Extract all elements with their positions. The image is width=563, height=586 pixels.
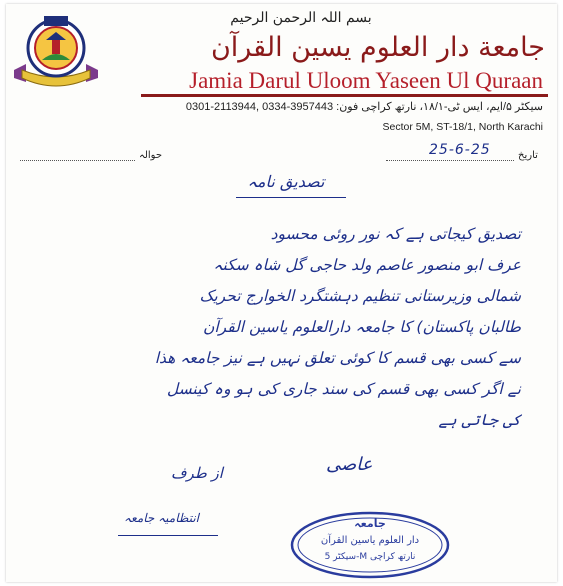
- institution-name-english: Jamia Darul Uloom Yaseen Ul Quraan: [189, 68, 543, 93]
- from-name: انتظامیہ جامعہ: [124, 511, 200, 525]
- from-label: از طرف: [171, 464, 223, 482]
- letterhead-page: [6, 4, 557, 582]
- body-line: کی جاتی ہے: [438, 411, 521, 429]
- body-line: شمالی وزیرستانی تنظیم دہشتگرد الخوارج تحریک: [199, 287, 521, 305]
- institution-stamp: [290, 511, 450, 579]
- bismillah-header: بسم اللہ الرحمن الرحیم: [230, 10, 372, 26]
- body-line: سے کسی بھی قسم کا کوئی تعلق نہیں ہے نیز جامعہ ھذا: [154, 349, 521, 367]
- institution-logo: [8, 8, 104, 96]
- body-line: طالبان پاکستان) کا جامعہ دارالعلوم یاسین القرآن: [202, 318, 521, 336]
- contact-phone-line: 0301-2113944, 0334-3957443 :سیکٹر ۵/ایم، ایس ٹی-۱۸/۱، نارتھ کراچی فون: [185, 101, 543, 113]
- letter-title: تصدیق نامہ: [247, 172, 325, 191]
- address-line: Sector 5M, ST-18/1, North Karachi: [382, 121, 543, 133]
- stamp-bottom-text: سیکٹر 5-M نارتھ کراچی: [324, 552, 416, 562]
- body-line: نے اگر کسی بھی قسم کی سند جاری کی ہو وہ کینسل: [166, 380, 521, 398]
- date-dotted-line: [386, 159, 514, 161]
- letter-body: [101, 219, 521, 436]
- institution-name-arabic: جامعة دار العلوم يسين القرآن: [210, 32, 545, 63]
- signature: عاصی: [326, 454, 373, 475]
- signature-line: [118, 534, 218, 536]
- title-underline: [236, 197, 346, 198]
- body-line: عرف ابو منصور عاصم ولد حاجی گل شاہ سکنہ: [213, 256, 521, 274]
- date-label: تاریخ: [518, 150, 538, 161]
- reference-label: حوالہ: [139, 150, 163, 161]
- header-rule: [141, 94, 548, 97]
- reference-dotted-line: [20, 159, 135, 161]
- body-line: تصدیق کیجاتی ہے کہ نور روئی محسود: [270, 225, 521, 243]
- stamp-top-text: جامعہ: [354, 517, 386, 530]
- date-value: 25-6-25: [429, 142, 491, 158]
- stamp-middle-text: دار العلوم یاسین القرآن: [320, 535, 420, 546]
